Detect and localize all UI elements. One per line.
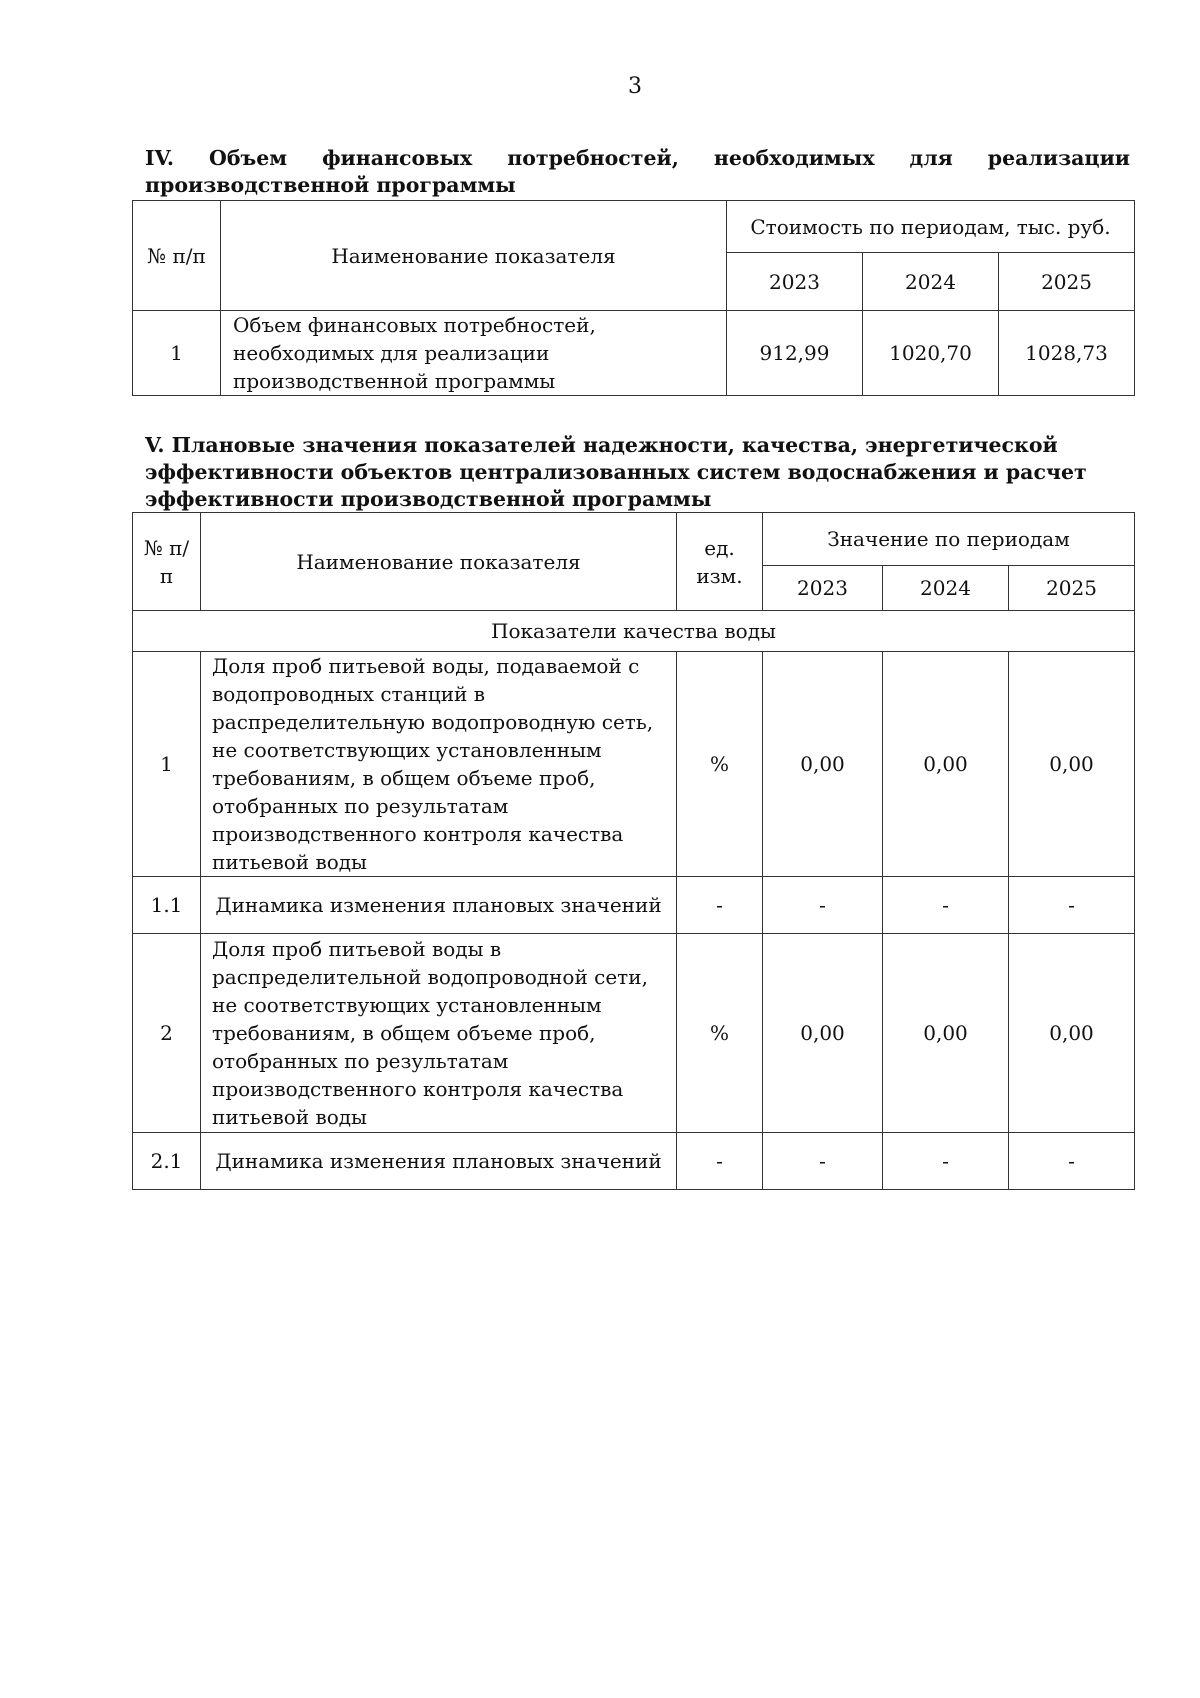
- row-value: 1028,73: [999, 311, 1135, 396]
- header-period-values: Значение по периодам: [763, 513, 1135, 566]
- header-year: 2023: [727, 253, 863, 311]
- row-value: -: [883, 877, 1009, 934]
- table-row: [133, 1133, 1135, 1190]
- header-name: Наименование показателя: [221, 201, 727, 311]
- row-name: Объем финансовых потребностей, необходимых для реализации производственной программы: [221, 311, 727, 396]
- header-unit: ед. изм.: [677, 513, 763, 611]
- row-unit: -: [677, 1133, 763, 1190]
- header-year: 2024: [863, 253, 999, 311]
- row-value: 0,00: [763, 934, 883, 1133]
- row-value: 0,00: [883, 652, 1009, 877]
- row-num: 2: [133, 934, 201, 1133]
- row-value: 1020,70: [863, 311, 999, 396]
- header-cost-periods: Стоимость по периодам, тыс. руб.: [727, 201, 1135, 253]
- page-number: 3: [628, 74, 642, 99]
- row-num: 1: [133, 311, 221, 396]
- table-row: [133, 311, 1135, 396]
- row-value: 0,00: [883, 934, 1009, 1133]
- quality-indicators-table: [132, 512, 1135, 1190]
- financial-needs-table: [132, 200, 1135, 396]
- table-header-row: [133, 513, 1135, 566]
- row-value: 0,00: [1009, 934, 1135, 1133]
- row-value: 0,00: [763, 652, 883, 877]
- section-4-title: IV. Объем финансовых потребностей, необходимых для реализации производственной программы: [145, 146, 1130, 197]
- row-name: Доля проб питьевой воды в распределительной водопроводной сети, не соответствующих установленным требованиям, в общем объеме проб, отобранных по результатам производственного контроля качества питьевой воды: [201, 934, 677, 1133]
- header-year: 2024: [883, 566, 1009, 611]
- row-num: 1: [133, 652, 201, 877]
- row-num: 2.1: [133, 1133, 201, 1190]
- row-unit: %: [677, 934, 763, 1133]
- row-unit: -: [677, 877, 763, 934]
- header-year: 2025: [1009, 566, 1135, 611]
- row-value: 0,00: [1009, 652, 1135, 877]
- table-row: [133, 877, 1135, 934]
- section-5-title: V. Плановые значения показателей надежности, качества, энергетической эффективности объектов централизованных систем водоснабжения и расчет эффективности производственной программы: [145, 433, 1087, 511]
- row-name: Доля проб питьевой воды, подаваемой с водопроводных станций в распределительную водопроводную сеть, не соответствующих установленным требованиям, в общем объеме проб, отобранных по результатам производственного контроля качества питьевой воды: [201, 652, 677, 877]
- row-name: Динамика изменения плановых значений: [201, 1133, 677, 1190]
- header-num: № п/п: [133, 513, 201, 611]
- table-row: [133, 652, 1135, 877]
- row-value: 912,99: [727, 311, 863, 396]
- group-row: [133, 611, 1135, 652]
- table-row: [133, 934, 1135, 1133]
- row-name: Динамика изменения плановых значений: [201, 877, 677, 934]
- row-unit: %: [677, 652, 763, 877]
- row-value: -: [763, 1133, 883, 1190]
- header-year: 2025: [999, 253, 1135, 311]
- table-header-row: [133, 201, 1135, 253]
- row-value: -: [763, 877, 883, 934]
- header-num: № п/п: [133, 201, 221, 311]
- group-label: Показатели качества воды: [133, 611, 1135, 652]
- row-value: -: [1009, 877, 1135, 934]
- row-num: 1.1: [133, 877, 201, 934]
- header-name: Наименование показателя: [201, 513, 677, 611]
- row-value: -: [883, 1133, 1009, 1190]
- header-year: 2023: [763, 566, 883, 611]
- row-value: -: [1009, 1133, 1135, 1190]
